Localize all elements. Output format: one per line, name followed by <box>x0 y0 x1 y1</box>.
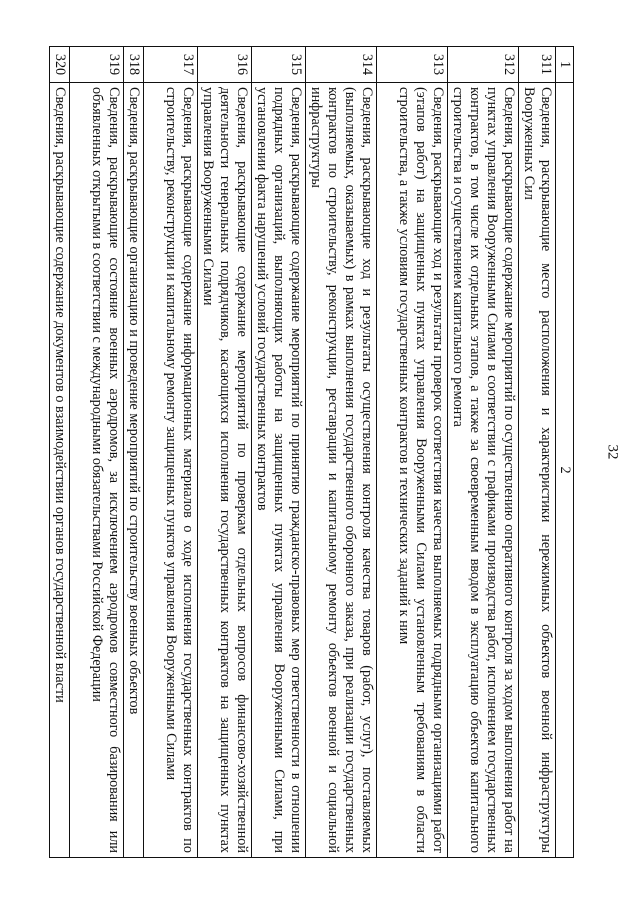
table-row <box>70 47 124 858</box>
header-col-2: 2 <box>556 83 574 858</box>
table-row <box>448 47 519 858</box>
row-number: 318 <box>124 47 144 83</box>
table-header-row <box>556 47 574 858</box>
table-row <box>124 47 144 858</box>
table-row <box>50 47 70 858</box>
row-text: Сведения, раскрывающие содержание информационных материалов о ходе исполнения государственных контрактов по строительству, реконструкции и капитальному ремонту защищенных пунктов управления Вооруженными Силами <box>144 83 198 858</box>
header-col-1: 1 <box>556 47 574 83</box>
row-text: Сведения, раскрывающие содержание мероприятий по осуществлению оперативного контроля за ходом выполнения работ на пунктах управления Вооруженными Силами в соответствии с графиками производства работ, исполнением государственных контрактов, в том числе их отдельных этапов, а также за своевременным вводом в эксплуатацию объектов капитального строительства и осуществлением капитального ремонта <box>448 83 519 858</box>
row-text: Сведения, раскрывающие организацию и проведение мероприятий по строительству военных объектов <box>124 83 144 858</box>
row-text: Сведения, раскрывающие состояние военных аэродромов, за исключением аэродромов совместного базирования или объявленных открытыми в соответствии с международными обязательствами Российской Федерации <box>70 83 124 858</box>
table-row <box>519 47 556 858</box>
row-number: 313 <box>377 47 448 83</box>
table-row <box>377 47 448 858</box>
table-row <box>252 47 306 858</box>
document-table <box>49 46 574 858</box>
table-row <box>198 47 252 858</box>
row-number: 314 <box>306 47 377 83</box>
row-number: 316 <box>198 47 252 83</box>
row-text: Сведения, раскрывающие содержание мероприятий по принятию гражданско-правовых мер ответственности в отношении подрядных организаций, выполняющих работы на защищенных пунктах управления Вооруженными Силами, при установлении факта нарушений условий государственных контрактов <box>252 83 306 858</box>
row-number: 315 <box>252 47 306 83</box>
row-number: 319 <box>70 47 124 83</box>
row-number: 317 <box>144 47 198 83</box>
row-number: 311 <box>519 47 556 83</box>
row-text: Сведения, раскрывающие ход и результаты проверок соответствия качества выполняемых подрядными организациями работ (этапов работ) на защищенных пунктах управления Вооруженными Силами установленным требованиям в области строительства, а также условиям государственных контрактов и технических заданий к ним <box>377 83 448 858</box>
row-number: 312 <box>448 47 519 83</box>
row-number: 320 <box>50 47 70 83</box>
row-text: Сведения, раскрывающие содержание документов о взаимодействии органов государственной власти <box>50 83 70 858</box>
row-text: Сведения, раскрывающие ход и результаты осуществления контроля качества товаров (работ, услуг), поставляемых (выполняемых, оказываемых) в рамках выполнения государственного оборонного заказа, при реализации государственных контрактов по строительству, реконструкции, реставрации и капитальному ремонту объектов военной и социальной инфраструктуры <box>306 83 377 858</box>
document-table-rotated <box>52 46 574 858</box>
table-row <box>144 47 198 858</box>
row-text: Сведения, раскрывающие содержание мероприятий по проверкам отдельных вопросов финансово-хозяйственной деятельности генеральных подрядчиков, касающихся исполнения государственных контрактов на защищенных пунктах управления Вооруженными Силами <box>198 83 252 858</box>
table-row <box>306 47 377 858</box>
row-text: Сведения, раскрывающие место расположения и характеристики нережимных объектов военной инфраструктуры Вооруженных Сил <box>519 83 556 858</box>
page-number: 32 <box>604 444 621 460</box>
